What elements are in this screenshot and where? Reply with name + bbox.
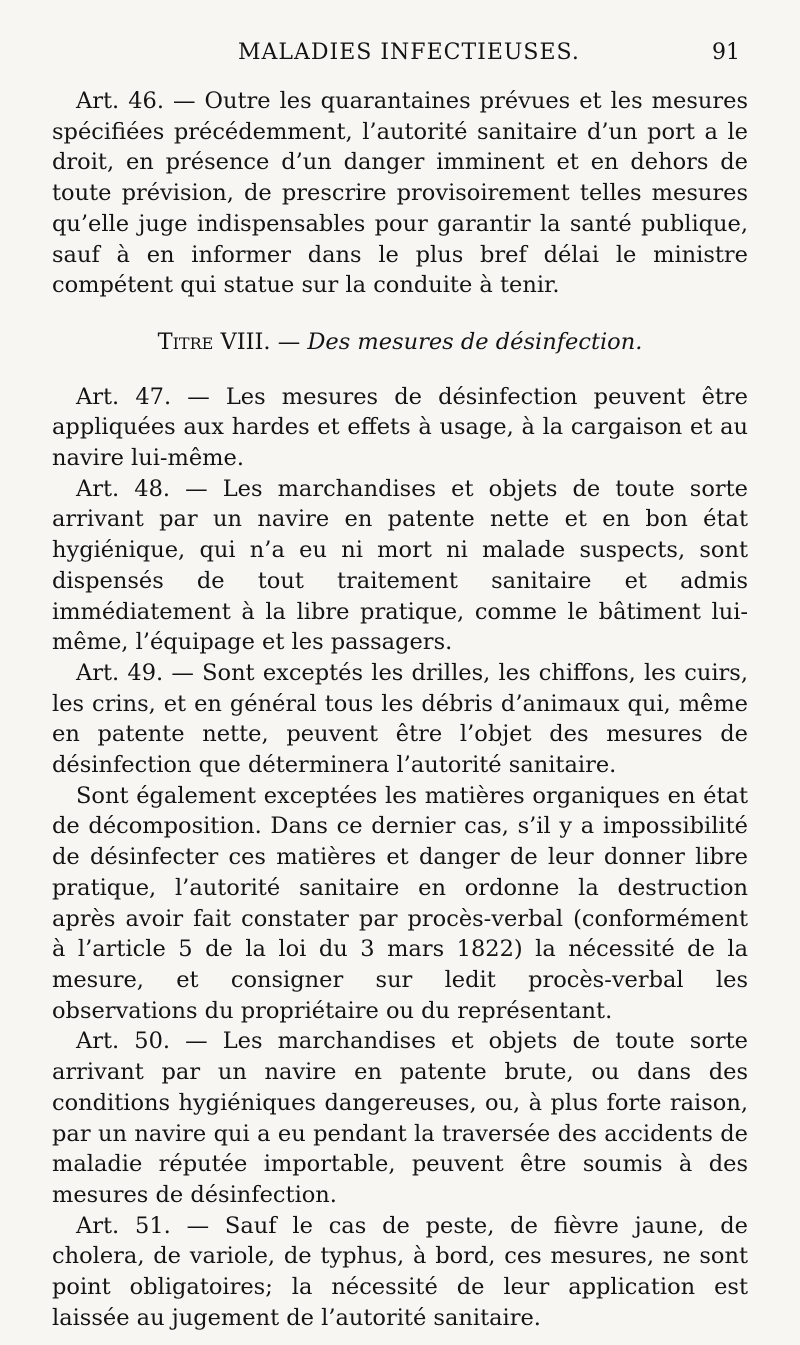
section-title-label: Titre VIII. —	[157, 328, 308, 355]
article-46: Art. 46. — Outre les quarantaines prévues et les mesures spécifiées précédemment, l’autorité sanitaire d’un port a le droit, en présence d’un danger imminent et en dehors de toute prévision, de prescrire provisoirement telles mesures qu’elle juge indispensables pour garantir la santé publique, sauf à en informer dans le plus bref délai le ministre compétent qui statue sur la conduite à tenir.	[52, 88, 748, 299]
article-49-continued: Sont également exceptées les matières organiques en état de décomposition. Dans ce dernier cas, s’il y a impossibilité de désinfecter ces matières et danger de leur donner libre pratique, l’autorité sanitaire en ordonne la destruction après avoir fait constater par procès-verbal (conformément à l’article 5 de la loi du 3 mars 1822) la nécessité de la mesure, et consigner sur ledit procès-verbal les observations du propriétaire ou du représentant.	[52, 782, 748, 1024]
section-title-text: Des mesures de désinfection.	[307, 328, 643, 355]
article-50: Art. 50. — Les marchandises et objets de toute sorte arrivant par un navire en patente brute, ou dans des conditions hygiéniques dangereuses, ou, à plus forte raison, par un navire qui a eu pendant la traversée des accidents de maladie réputée importable, peuvent être soumis à des mesures de désinfection.	[52, 1028, 748, 1208]
article-48: Art. 48. — Les marchandises et objets de toute sorte arrivant par un navire en patente nette et en bon état hygiénique, qui n’a eu ni mort ni malade suspects, sont dispensés de tout traitement sanitaire et admis immédiatement à la libre pratique, comme le bâtiment lui-même, l’équipage et les passagers.	[52, 475, 748, 656]
article-51: Art. 51. — Sauf le cas de peste, de fièvre jaune, de cholera, de variole, de typhus, à bord, ces mesures, ne sont point obligatoires; la nécessité de leur application est laissée au jugement de l’autorité sanitaire.	[52, 1212, 748, 1331]
running-title: MALADIES INFECTIEUSES.	[238, 40, 580, 65]
page-number: 91	[712, 40, 740, 65]
article-47: Art. 47. — Les mesures de désinfection peuvent être appliquées aux hardes et effets à usage, à la cargaison et au navire lui-même.	[52, 383, 748, 472]
section-title	[52, 327, 748, 358]
running-head	[0, 40, 800, 80]
article-49: Art. 49. — Sont exceptés les drilles, les chiffons, les cuirs, les crins, et en général tous les débris d’animaux qui, même en patente nette, peuvent être l’objet des mesures de désinfection que déterminera l’autorité sanitaire.	[52, 659, 748, 779]
body-text	[52, 86, 748, 1333]
